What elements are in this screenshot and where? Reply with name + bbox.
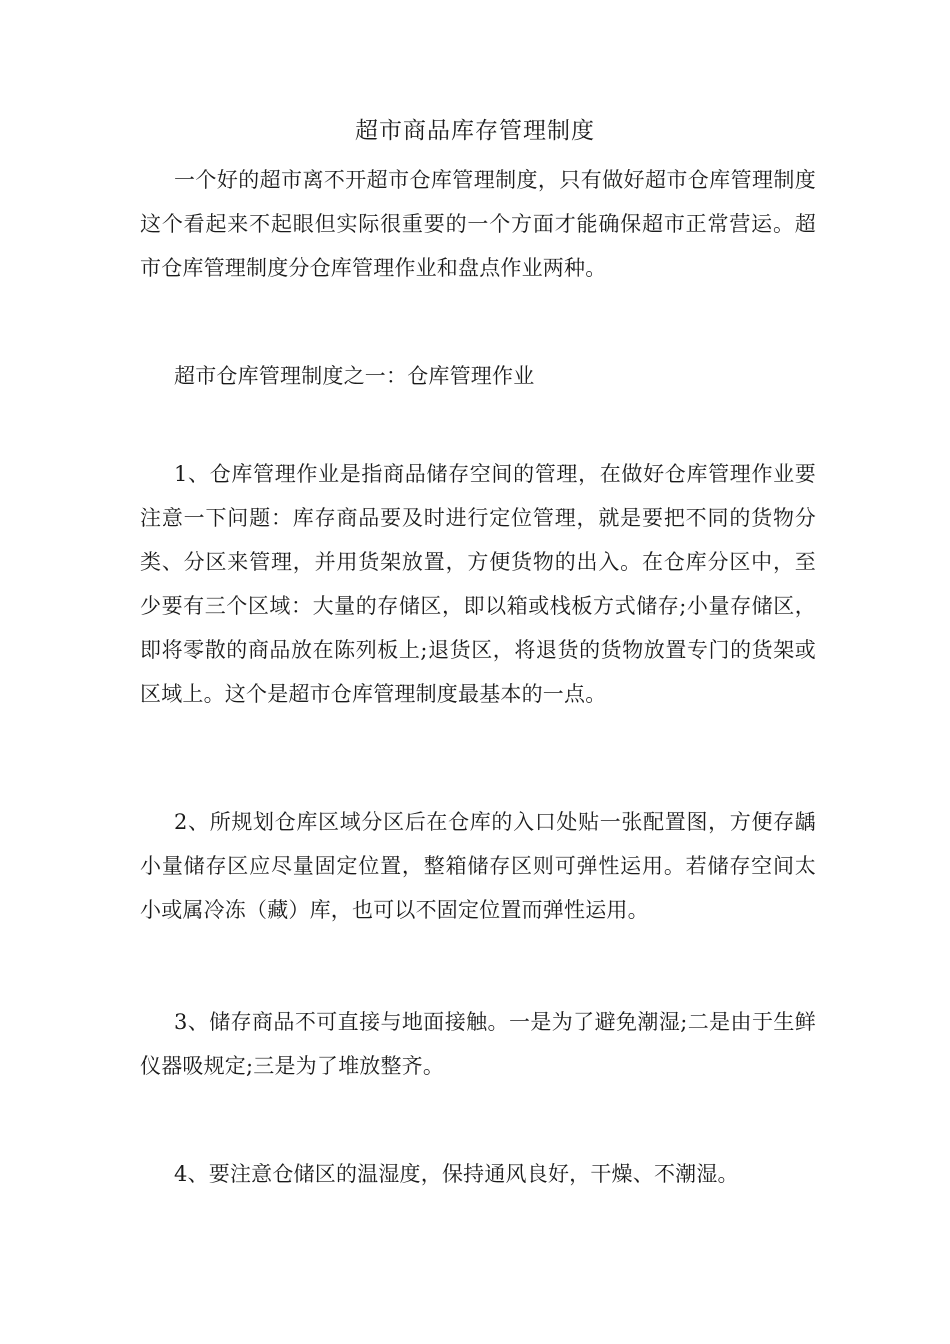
paragraph-item-3: 3、储存商品不可直接与地面接触。一是为了避免潮湿;二是由于生鲜仪器吸规定;三是为了堆放整齐。 xyxy=(140,1010,816,1078)
paragraph-item-2: 2、所规划仓库区域分区后在仓库的入口处贴一张配置图，方便存龋小量储存区应尽量固定位置，整箱储存区则可弹性运用。若储存空间太小或属冷冻（藏）库，也可以不固定位置而弹性运用。 xyxy=(140,810,816,922)
paragraph-item-1: 1、仓库管理作业是指商品储存空间的管理，在做好仓库管理作业要注意一下问题：库存商品要及时进行定位管理，就是要把不同的货物分类、分区来管理，并用货架放置，方便货物的出入。在仓库分区中，至少要有三个区域：大量的存储区，即以箱或栈板方式储存;小量存储区，即将零散的商品放在陈列板上;退货区，将退货的货物放置专门的货架或区域上。这个是超市仓库管理制度最基本的一点。 xyxy=(140,462,816,706)
intro-paragraph: 一个好的超市离不开超市仓库管理制度，只有做好超市仓库管理制度这个看起来不起眼但实际很重要的一个方面才能确保超市正常营运。超市仓库管理制度分仓库管理作业和盘点作业两种。 xyxy=(140,168,816,280)
section-heading: 超市仓库管理制度之一：仓库管理作业 xyxy=(174,364,535,388)
document-title: 超市商品库存管理制度 xyxy=(355,118,595,144)
paragraph-item-4: 4、要注意仓储区的温湿度，保持通风良好，干燥、不潮湿。 xyxy=(174,1162,739,1186)
